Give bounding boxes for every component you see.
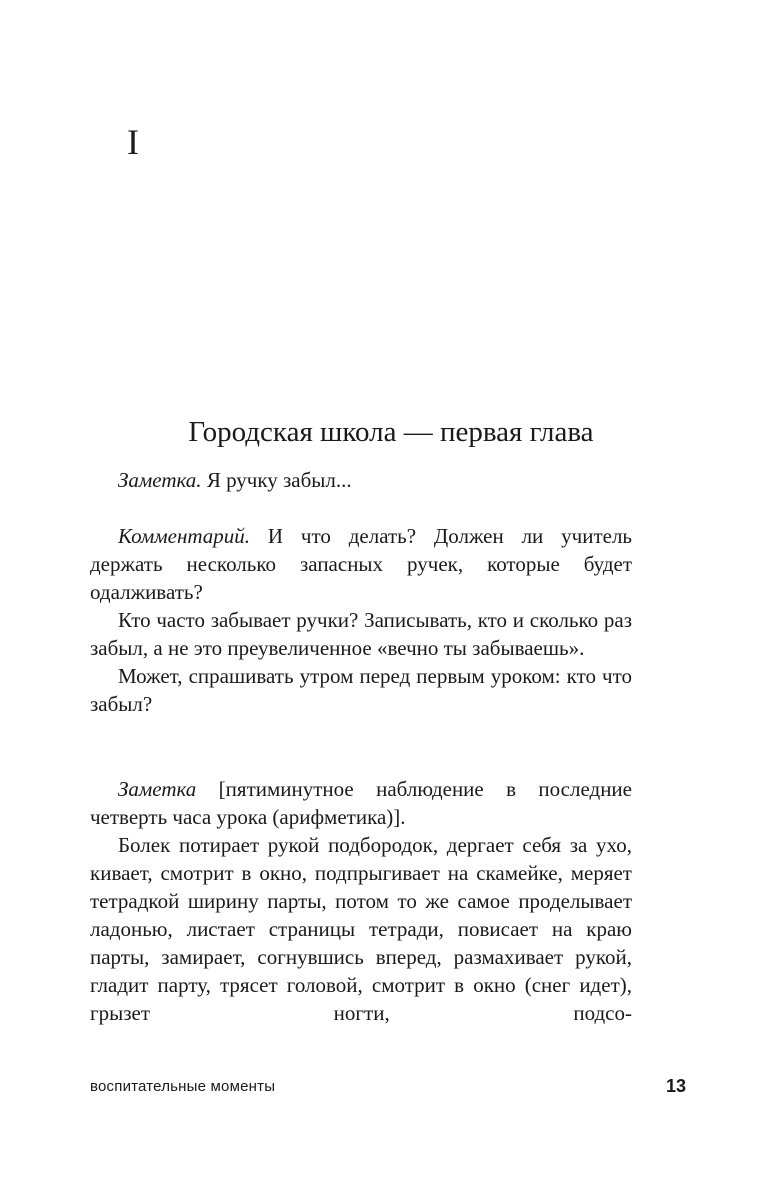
note-paragraph-2 [90, 775, 632, 831]
comment-label: Комментарий. [118, 524, 251, 548]
note-text: Я ручку забыл... [201, 468, 352, 492]
note-paragraph-1 [90, 466, 632, 494]
note-label-2: Заметка [118, 777, 197, 801]
comment-paragraph [90, 522, 632, 606]
paragraph-forget: Кто часто забывает ручки? Записывать, кто и сколько раз забыл, а не это преувеличенное «вечно ты забываешь». [90, 608, 632, 660]
comment-text: И что делать? Должен ли учитель держать несколько запасных ручек, которые будет одалживать? [90, 524, 632, 604]
paragraph-ask: Может, спрашивать утром перед первым уроком: кто что забыл? [90, 664, 632, 716]
part-numeral: I [127, 122, 139, 162]
note-block-1 [90, 466, 632, 494]
page-number: 13 [665, 1076, 686, 1096]
chapter-title: Городская школа — первая глава [188, 416, 594, 448]
paragraph-bolek: Болек потирает рукой подбородок, дергает себя за ухо, кивает, смотрит в окно, подпрыгивает на скамейке, меряет тетрадкой ширину парты, потом то же самое проделывает ладонью, листает страницы тетради, повисает на краю парты, замирает, согнувшись вперед, размахивает рукой, гладит парту, трясет головой, смотрит в окно (снег идет), грызет ногти, подсо- [90, 833, 632, 1025]
running-title: воспитательные моменты [90, 1078, 276, 1095]
note-block-2 [90, 775, 632, 1027]
note-text-2: [пятиминутное наблюдение в последние четверть часа урока (арифметика)]. [90, 777, 632, 829]
comment-block [90, 522, 632, 718]
note-label: Заметка. [118, 468, 202, 492]
